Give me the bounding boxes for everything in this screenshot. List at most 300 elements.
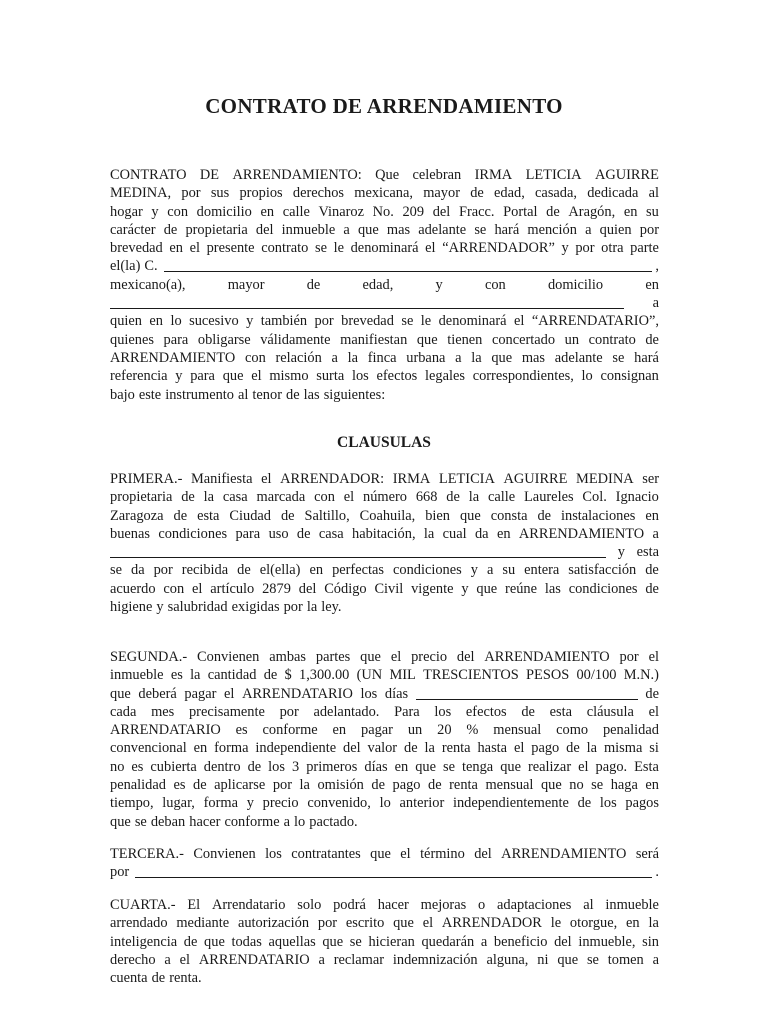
word: CONTRATO xyxy=(110,167,187,183)
word: el xyxy=(578,758,589,775)
word: sin xyxy=(642,933,659,950)
word: manifiestan xyxy=(340,331,408,348)
word: mención xyxy=(527,221,577,238)
word: en xyxy=(623,203,638,220)
word: artículo xyxy=(210,580,255,597)
word: y xyxy=(151,203,159,220)
word: ambas xyxy=(269,649,307,665)
word: domicilio xyxy=(547,276,604,293)
word: uso xyxy=(268,525,289,542)
word: concertado xyxy=(491,331,556,348)
word: un xyxy=(564,331,580,348)
word: misma xyxy=(603,740,643,757)
word: hasta xyxy=(477,740,508,757)
word: que xyxy=(110,685,131,702)
text-line xyxy=(110,331,659,349)
word: del xyxy=(474,846,492,862)
word: de xyxy=(263,667,278,684)
word: pago xyxy=(531,740,560,757)
word: el xyxy=(390,649,402,665)
word: tenor xyxy=(252,386,282,403)
text-line xyxy=(110,863,659,881)
word: con xyxy=(167,203,189,220)
word: tomen xyxy=(607,951,644,968)
word: los xyxy=(599,795,617,812)
word: o xyxy=(478,897,486,913)
word: se xyxy=(586,951,599,968)
word: hacer xyxy=(377,897,409,913)
word: entera xyxy=(524,562,560,579)
word: con xyxy=(244,349,266,366)
word: M.N.) xyxy=(623,667,659,684)
text-line xyxy=(110,685,659,703)
word: Portal xyxy=(503,203,538,220)
text-line xyxy=(110,367,659,385)
word: sus xyxy=(210,185,230,202)
word: la xyxy=(468,489,480,506)
word: mayor xyxy=(423,185,460,202)
word: efectos xyxy=(376,368,418,385)
word: LETICIA xyxy=(438,471,495,487)
word: pago. xyxy=(595,758,628,775)
word: de xyxy=(428,777,442,794)
word: número xyxy=(363,489,407,506)
word: 668 xyxy=(415,489,438,506)
word: otorgue, xyxy=(569,915,618,932)
word: Que xyxy=(375,167,400,183)
word: pagos xyxy=(625,795,659,812)
word: da xyxy=(131,562,145,579)
word: Convienen xyxy=(193,846,256,862)
word: alguna, xyxy=(486,951,529,968)
word: perfectas xyxy=(332,562,384,579)
word: ARRENDADOR: xyxy=(280,471,385,487)
word: anterior xyxy=(399,795,445,812)
word: adelantado. xyxy=(313,703,380,720)
word: mediante xyxy=(176,915,230,932)
word: legales xyxy=(424,368,465,385)
word: MIL xyxy=(389,667,416,684)
word: Ciudad xyxy=(229,507,271,524)
word: escrito xyxy=(345,915,385,932)
word: satisfacción xyxy=(568,562,637,579)
word: consignan xyxy=(600,368,659,385)
word: acuerdo xyxy=(110,580,156,597)
word: tenga xyxy=(462,758,494,775)
word: ni xyxy=(537,951,549,968)
word: y xyxy=(246,313,254,330)
word: del xyxy=(432,203,451,220)
word: se xyxy=(349,933,362,950)
word: su xyxy=(646,203,659,220)
word: al xyxy=(238,386,249,403)
word: a xyxy=(652,295,659,312)
word: inmueble xyxy=(281,221,336,238)
text-line xyxy=(110,184,659,202)
word: MEDINA xyxy=(576,471,634,487)
word: PESOS xyxy=(526,667,570,684)
word: ser xyxy=(642,471,659,487)
fill-in-blank xyxy=(416,687,638,700)
word: de xyxy=(446,489,460,506)
fill-in-blank xyxy=(135,865,652,878)
word: se xyxy=(314,240,327,257)
word: inmueble xyxy=(110,667,164,684)
word: hogar xyxy=(110,203,143,220)
word: Ignacio xyxy=(615,489,659,506)
word: convencional xyxy=(110,740,187,757)
word: a xyxy=(652,951,659,968)
word: todas xyxy=(231,933,262,950)
word: como xyxy=(556,722,589,739)
word: a xyxy=(480,933,488,950)
word: de xyxy=(521,703,535,720)
word: de xyxy=(296,525,311,542)
word: de xyxy=(173,507,188,524)
word: arrendado xyxy=(110,915,168,932)
word: beneficio xyxy=(493,933,548,950)
word: indemnización xyxy=(392,951,478,968)
word: que xyxy=(476,580,498,597)
word: cubierta xyxy=(150,758,197,775)
word: término xyxy=(420,846,465,862)
word: Civil xyxy=(374,580,404,597)
word: pagar xyxy=(184,685,217,702)
word: mexicano(a), xyxy=(110,276,186,293)
word: reclamar xyxy=(333,951,385,968)
word: % xyxy=(466,722,479,739)
word: de xyxy=(306,276,321,293)
word: LETICIA xyxy=(525,167,582,183)
word: relación xyxy=(275,349,322,366)
word: vigente xyxy=(411,580,454,597)
word: contrato xyxy=(588,331,636,348)
word: que xyxy=(360,649,381,665)
word: el xyxy=(192,580,203,597)
word: bajo xyxy=(110,386,135,403)
word: propietaria xyxy=(110,489,173,506)
word: mensual xyxy=(493,722,542,739)
word: quien xyxy=(599,221,632,238)
word: que xyxy=(491,349,513,366)
word: AGUIRRE xyxy=(503,471,568,487)
word: al xyxy=(583,897,594,913)
word: renta xyxy=(441,740,471,757)
word: mexicana, xyxy=(354,185,413,202)
word: edad, xyxy=(362,276,394,293)
text-line xyxy=(110,312,659,330)
word: brevedad xyxy=(110,240,163,257)
word: el xyxy=(179,951,191,968)
word: da xyxy=(474,525,489,542)
document-title: CONTRATO DE ARRENDAMIENTO xyxy=(205,94,563,118)
word: los xyxy=(265,846,282,862)
word: se xyxy=(110,562,122,579)
word: mensual xyxy=(485,777,534,794)
word: exigidas xyxy=(231,599,280,616)
word: las xyxy=(544,580,561,597)
clause-cuarta xyxy=(110,896,659,987)
word: calle xyxy=(487,489,516,506)
word: Coahuila, xyxy=(359,507,416,524)
word: habitación, xyxy=(352,525,416,542)
text-line xyxy=(110,525,659,543)
word: de xyxy=(183,933,198,950)
word: quienes xyxy=(110,331,154,348)
word: Manifiesta xyxy=(190,471,253,487)
word: PRIMERA.- xyxy=(110,471,183,487)
fill-in-blank xyxy=(110,296,624,309)
word: se xyxy=(612,349,625,366)
text-line xyxy=(110,543,659,561)
word: es xyxy=(235,722,248,739)
word: 209 xyxy=(402,203,425,220)
word: es xyxy=(170,667,183,684)
word: Código xyxy=(324,580,367,597)
word: conforme xyxy=(224,813,280,830)
word: ARRENDAMIENTO xyxy=(110,349,236,366)
word: podrá xyxy=(333,897,366,913)
word: 3 xyxy=(291,758,300,775)
word: cual xyxy=(442,525,467,542)
word: consta xyxy=(490,507,528,524)
word: siguientes: xyxy=(323,386,386,403)
word: recibida xyxy=(181,562,229,579)
word: se xyxy=(442,758,455,775)
word: hará xyxy=(494,221,520,238)
word: de xyxy=(537,507,552,524)
clause-intro xyxy=(110,166,659,404)
word: la xyxy=(423,525,435,542)
text-line xyxy=(110,845,659,863)
word: haga xyxy=(610,777,638,794)
word: El xyxy=(187,897,201,913)
word: la xyxy=(471,349,482,366)
word: con xyxy=(163,580,185,597)
word: precio xyxy=(262,795,299,812)
text-line xyxy=(110,221,659,239)
word: a xyxy=(486,562,494,579)
word: al xyxy=(648,185,659,202)
word: le xyxy=(420,313,432,330)
word: en xyxy=(309,562,324,579)
word: el(la) xyxy=(110,258,141,275)
word: carácter xyxy=(110,221,156,238)
word: por xyxy=(639,221,659,238)
word: contrato xyxy=(261,240,309,257)
text-line xyxy=(110,276,659,294)
fill-in-blank xyxy=(164,259,653,272)
word: mas xyxy=(521,349,546,366)
word: de xyxy=(645,562,659,579)
word: de xyxy=(470,185,484,202)
word: ARRENDATARIO xyxy=(198,951,310,968)
word: para xyxy=(163,331,189,348)
text-line xyxy=(110,794,659,812)
word: el xyxy=(189,240,200,257)
word: MEDINA, xyxy=(110,185,172,202)
word: lo xyxy=(294,813,306,830)
word: salubridad xyxy=(167,599,228,616)
word: Para xyxy=(394,703,420,720)
word: el xyxy=(343,489,355,506)
text-line xyxy=(110,166,659,184)
word: DE xyxy=(199,167,220,183)
word: será xyxy=(635,846,659,862)
word: de xyxy=(163,221,178,238)
word: precio xyxy=(411,649,448,665)
word: el xyxy=(513,313,525,330)
word: que xyxy=(204,933,225,950)
word: la xyxy=(347,349,359,366)
word: pago xyxy=(392,777,421,794)
word: efectos xyxy=(465,703,507,720)
word: parte xyxy=(630,240,659,257)
word: en xyxy=(394,758,409,775)
word: por xyxy=(279,703,299,720)
word: que xyxy=(500,758,521,775)
word: adaptaciones xyxy=(497,897,572,913)
word: el xyxy=(648,649,659,665)
word: días xyxy=(384,685,409,702)
word: higiene xyxy=(110,599,153,616)
word: ley. xyxy=(321,599,342,616)
word: el xyxy=(251,368,262,385)
word: de xyxy=(566,740,580,757)
word: renta. xyxy=(169,970,202,987)
word: y xyxy=(470,562,478,579)
word: ARRENDATARIO xyxy=(110,722,221,739)
word: los xyxy=(434,703,452,720)
word: deban xyxy=(150,813,186,830)
word: mes xyxy=(151,703,175,720)
word: su xyxy=(502,562,516,579)
word: Fracc. xyxy=(458,203,495,220)
word: a xyxy=(585,221,592,238)
word: lugar, xyxy=(162,795,195,812)
word: con xyxy=(484,276,506,293)
word: pactado. xyxy=(309,813,358,830)
word: que xyxy=(540,777,562,794)
word: también xyxy=(260,313,308,330)
word: por xyxy=(181,185,201,202)
text-line xyxy=(110,703,659,721)
word: de xyxy=(404,740,418,757)
word: del xyxy=(343,740,361,757)
word: de xyxy=(181,489,195,506)
word: y xyxy=(156,599,164,616)
word: . xyxy=(655,864,659,881)
word: de xyxy=(193,777,207,794)
word: un xyxy=(407,722,423,739)
word: y xyxy=(435,276,443,293)
word: de xyxy=(645,685,659,702)
word: de xyxy=(371,777,385,794)
word: celebran xyxy=(412,167,462,183)
word: la xyxy=(203,489,215,506)
word: cada xyxy=(110,703,137,720)
word: de xyxy=(546,203,560,220)
word: para xyxy=(190,368,215,385)
word: que xyxy=(459,507,481,524)
word: pagar xyxy=(361,722,393,739)
text-line xyxy=(110,257,659,275)
word: aplicarse xyxy=(214,777,266,794)
word: ARRENDADOR xyxy=(441,915,542,932)
word: que xyxy=(415,758,436,775)
word: en xyxy=(496,525,511,542)
word: marcada xyxy=(256,489,306,506)
word: autorización xyxy=(237,915,310,932)
word: valor xyxy=(367,740,398,757)
word: edad, xyxy=(494,185,525,202)
word: contratantes xyxy=(291,846,361,862)
word: Convienen xyxy=(197,649,260,665)
text-line xyxy=(110,969,659,987)
text-line xyxy=(110,294,659,312)
text-line xyxy=(110,951,659,969)
word: en xyxy=(169,240,183,257)
word: ARRENDAMIENTO xyxy=(484,649,610,665)
word: se xyxy=(134,813,147,830)
word: conforme xyxy=(262,722,318,739)
word: por xyxy=(314,313,334,330)
word: el xyxy=(513,740,525,757)
word: la xyxy=(306,599,318,616)
word: este xyxy=(138,386,162,403)
word: calle xyxy=(282,203,310,220)
word: CUARTA.- xyxy=(110,897,176,913)
word: que xyxy=(357,221,379,238)
word: TRESCIENTOS xyxy=(423,667,519,684)
word: inteligencia xyxy=(110,933,178,950)
word: la xyxy=(299,777,310,794)
word: Esta xyxy=(634,758,659,775)
word: a xyxy=(455,349,462,366)
word: 2879 xyxy=(262,580,291,597)
word: de xyxy=(151,970,166,987)
word: y xyxy=(561,240,569,257)
word: IRMA xyxy=(474,167,513,183)
word: de xyxy=(280,507,295,524)
word: propietaria xyxy=(185,221,248,238)
clause-primera xyxy=(110,470,659,616)
word: días xyxy=(364,758,388,775)
section-heading-clausulas: CLAUSULAS xyxy=(337,434,431,451)
word: cuenta xyxy=(110,970,148,987)
word: no xyxy=(569,777,584,794)
word: se xyxy=(401,313,414,330)
word: SEGUNDA.- xyxy=(110,649,188,665)
word: por xyxy=(317,915,338,932)
word: tiempo, xyxy=(110,795,154,812)
word: por xyxy=(619,649,639,665)
word: de xyxy=(577,795,592,812)
word: lo xyxy=(379,795,391,812)
word: en xyxy=(645,276,659,293)
word: los xyxy=(360,685,378,702)
word: partes xyxy=(315,649,351,665)
word: dentro xyxy=(203,758,241,775)
word: condiciones xyxy=(568,580,638,597)
word: aquellas xyxy=(268,933,316,950)
word: adelante xyxy=(418,221,467,238)
word: primeros xyxy=(306,758,358,775)
word: a xyxy=(652,525,659,542)
word: mejoras xyxy=(420,897,467,913)
word: ARRENDAMIENTO: xyxy=(232,167,362,183)
word: casa xyxy=(318,525,344,542)
